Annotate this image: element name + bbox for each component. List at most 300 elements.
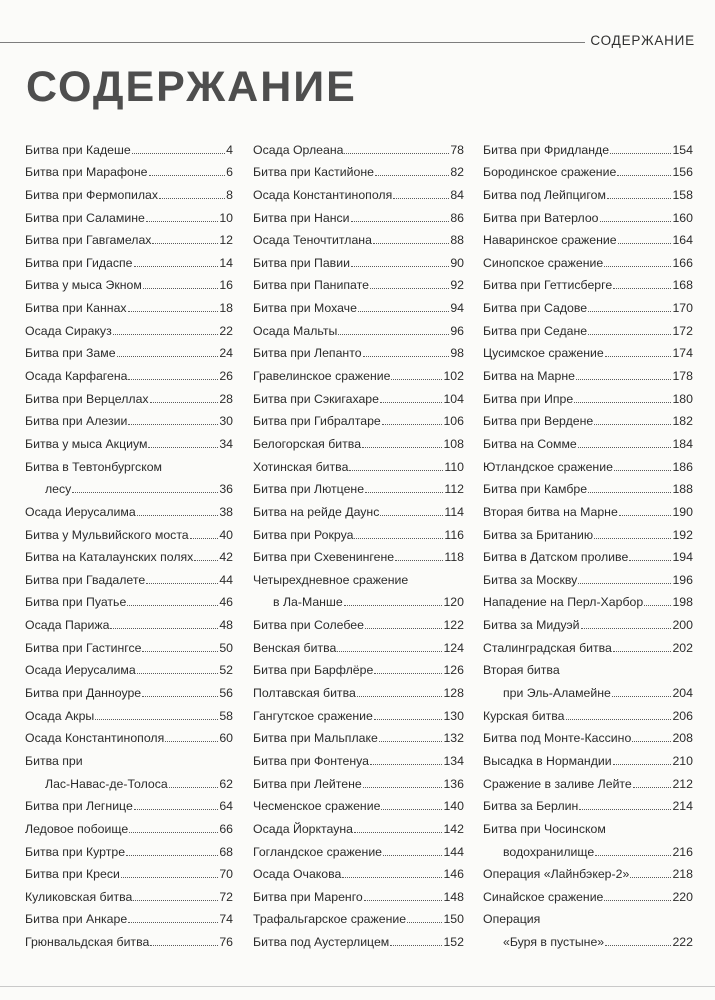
toc-entry-page: 126: [443, 663, 464, 678]
toc-entry-page: 166: [672, 255, 693, 270]
toc-entry-page: 98: [450, 346, 464, 361]
toc-entry: [253, 179, 464, 202]
dot-leader: [128, 379, 218, 380]
dot-leader: [142, 651, 218, 652]
toc-entry: [25, 157, 233, 180]
toc-entry: [483, 292, 693, 315]
dot-leader: [605, 945, 671, 946]
dot-leader: [604, 266, 671, 267]
dot-leader: [600, 221, 672, 222]
toc-entry: [25, 202, 233, 225]
toc-entry-title: Битва при Солебее: [253, 618, 364, 633]
toc-entry: [483, 315, 693, 338]
toc-entry-page: 106: [443, 414, 464, 429]
toc-entry: [253, 134, 464, 157]
toc-entry-title: Битва при Лепанто: [253, 346, 362, 361]
toc-entry: [253, 202, 464, 225]
toc-entry: [483, 428, 693, 451]
dot-leader: [644, 605, 671, 606]
toc-entry: [253, 292, 464, 315]
toc-entry-page: 72: [219, 889, 233, 904]
toc-entry-title: Битва при Ватерлоо: [483, 210, 599, 225]
toc-entry-title: Битва при Мальплаке: [253, 731, 378, 746]
toc-entry: [25, 700, 233, 723]
toc-entry: [25, 926, 233, 949]
toc-entry: [483, 451, 693, 474]
toc-entry-page: 136: [443, 776, 464, 791]
toc-entry-page: 168: [672, 278, 693, 293]
dot-leader: [137, 673, 219, 674]
toc-entry-title: Битва у Мульвийского моста: [25, 527, 189, 542]
toc-entry-page: 120: [443, 595, 464, 610]
header-rule: [0, 42, 585, 43]
toc-entry: [25, 383, 233, 406]
toc-entry: [483, 474, 693, 497]
toc-entry: [25, 904, 233, 927]
toc-entry-title: Битва при Саламине: [25, 210, 145, 225]
toc-entry-title: Вторая битва: [483, 663, 560, 678]
toc-entry-title: Осада Орлеана: [253, 142, 344, 157]
toc-entry-title: Битва при Марафоне: [25, 165, 148, 180]
toc-entry-title: Битва при Фридланде: [483, 142, 610, 157]
dot-leader: [618, 243, 672, 244]
toc-entry-title: Битва при Нанси: [253, 210, 350, 225]
toc-entry-page: 56: [219, 686, 233, 701]
toc-entry-title: Грюнвальдская битва: [25, 935, 150, 950]
toc-entry-title: Ютландское сражение: [483, 459, 613, 474]
toc-entry: [483, 202, 693, 225]
toc-entry-page: 108: [443, 436, 464, 451]
toc-entry: [253, 542, 464, 565]
toc-entry-title: Битва при Лейтене: [253, 776, 362, 791]
toc-entry: [253, 791, 464, 814]
toc-entry-title: Синопское сражение: [483, 255, 604, 270]
toc-entry-title: Битва при Анкаре: [25, 912, 128, 927]
toc-entry-page: 202: [672, 640, 693, 655]
toc-entry: [483, 134, 693, 157]
dot-leader: [128, 311, 219, 312]
dot-leader: [594, 538, 671, 539]
toc-entry: [25, 542, 233, 565]
toc-entry: [253, 904, 464, 927]
toc-entry: [253, 655, 464, 678]
toc-entry-title: Вторая битва на Марне: [483, 504, 618, 519]
toc-entry-page: 212: [672, 776, 693, 791]
toc-entry-title: водохранилище: [503, 844, 595, 859]
toc-entry-page: 130: [443, 708, 464, 723]
dot-leader: [382, 424, 443, 425]
toc-entry-page: 134: [443, 753, 464, 768]
dot-leader: [363, 356, 450, 357]
toc-entry-page: 178: [672, 369, 693, 384]
toc-entry: [253, 745, 464, 768]
dot-leader: [594, 424, 671, 425]
toc-entry: [253, 383, 464, 406]
toc-entry-page: 86: [450, 210, 464, 225]
toc-entry-page: 196: [672, 572, 693, 587]
toc-entry-page: 18: [219, 301, 233, 316]
toc-entry-page: 90: [450, 255, 464, 270]
dot-leader: [595, 855, 671, 856]
toc-column-3: [483, 134, 693, 949]
toc-entry-page: 44: [219, 572, 233, 587]
dot-leader: [95, 719, 218, 720]
toc-entry-page: 144: [443, 844, 464, 859]
dot-leader: [566, 719, 672, 720]
toc-entry-page: 64: [219, 799, 233, 814]
toc-entry-page: 210: [672, 753, 693, 768]
toc-entry-page: 142: [443, 821, 464, 836]
toc-entry-title: Битва при Гвадалете: [25, 572, 146, 587]
toc-entry-title: Битва при Вердене: [483, 414, 594, 429]
dot-leader: [614, 470, 672, 471]
toc-entry-title: Битва при Чосинском: [483, 821, 606, 836]
dot-leader: [374, 673, 442, 674]
dot-leader: [374, 719, 443, 720]
toc-entry-page: 102: [443, 369, 464, 384]
toc-entry-page: 188: [672, 482, 693, 497]
toc-entry: [25, 677, 233, 700]
dot-leader: [579, 809, 671, 810]
toc-entry: [25, 225, 233, 248]
toc-entry-page: 92: [450, 278, 464, 293]
toc-entry-title: Осада Иерусалима: [25, 504, 136, 519]
toc-entry-title: Битва при Гастингсе: [25, 640, 142, 655]
dot-leader: [129, 832, 218, 833]
dot-leader: [588, 311, 671, 312]
toc-entry-title: «Буря в пустыне»: [503, 935, 605, 950]
dot-leader: [354, 538, 443, 539]
toc-entry-title: Лас-Навас-де-Толоса: [45, 776, 168, 791]
toc-entry-page: 182: [672, 414, 693, 429]
toc-entry-title: Битва под Лейпцигом: [483, 187, 606, 202]
dot-leader: [169, 787, 219, 788]
toc-entry: [25, 179, 233, 202]
dot-leader: [149, 175, 226, 176]
toc-entry-page: 222: [672, 935, 693, 950]
toc-entry-title: Битва при Ипре: [483, 391, 574, 406]
dot-leader: [354, 832, 442, 833]
toc-entry-title: Осада Карфагена: [25, 369, 128, 384]
toc-entry-page: 152: [443, 935, 464, 950]
toc-entry: [25, 134, 233, 157]
toc-entry-page: 78: [450, 142, 464, 157]
dot-leader: [578, 447, 672, 448]
toc-entry-page: 218: [672, 867, 693, 882]
dot-leader: [610, 153, 671, 154]
toc-entry-title: Битва при Мохаче: [253, 301, 357, 316]
toc-entry: [25, 564, 233, 587]
toc-entry: [483, 881, 693, 904]
toc-entry-title: Битва при Седане: [483, 323, 588, 338]
toc-entry-page: 74: [219, 912, 233, 927]
toc-entry: [483, 247, 693, 270]
toc-entry-title: Битва при Схевенингене: [253, 550, 395, 565]
dot-leader: [342, 877, 442, 878]
toc-entry: [25, 519, 233, 542]
toc-entry: [483, 179, 693, 202]
toc-entry: [25, 292, 233, 315]
dot-leader: [407, 922, 442, 923]
dot-leader: [381, 809, 442, 810]
toc-entry-title: Битва у мыса Экном: [25, 278, 142, 293]
dot-leader: [395, 560, 443, 561]
toc-entry-title: Битва в Датском проливе: [483, 550, 629, 565]
toc-entry: [483, 904, 693, 927]
toc-entry-title: Осада Сиракуз: [25, 323, 112, 338]
toc-entry-page: 192: [672, 527, 693, 542]
toc-entry-page: 26: [219, 369, 233, 384]
toc-entry-title: Венская битва: [253, 640, 337, 655]
toc-entry: [253, 270, 464, 293]
toc-entry: [25, 451, 233, 474]
toc-entry: [25, 315, 233, 338]
toc-entry: [483, 338, 693, 361]
toc-entry-title: Битва при Гидаспе: [25, 255, 133, 270]
dot-leader: [373, 243, 449, 244]
toc-entry: [253, 881, 464, 904]
toc-entry-title: Осада Теночтитлана: [253, 233, 372, 248]
toc-entry-title: Битва при Сэкигахаре: [253, 391, 379, 406]
toc-entry-title: Бородинское сражение: [483, 165, 617, 180]
toc-entry: [253, 723, 464, 746]
dot-leader: [393, 198, 449, 199]
toc-entry: [483, 225, 693, 248]
toc-entry-page: 116: [444, 527, 464, 542]
dot-leader: [380, 402, 442, 403]
toc-entry: [253, 247, 464, 270]
toc-entry-title: Сталинградская битва: [483, 640, 612, 655]
toc-entry-title: Битва при Алезии: [25, 414, 128, 429]
dot-leader: [365, 628, 443, 629]
toc-entry: [483, 609, 693, 632]
toc-entry-title: Битва у мыса Акциум: [25, 436, 148, 451]
dot-leader: [146, 221, 218, 222]
dot-leader: [363, 787, 443, 788]
toc-entry-title: лесу: [45, 482, 72, 497]
toc-entry: [253, 519, 464, 542]
toc-entry-title: Гангутское сражение: [253, 708, 373, 723]
toc-entry: [483, 360, 693, 383]
toc-entry: [483, 768, 693, 791]
toc-entry: [253, 360, 464, 383]
dot-leader: [380, 515, 443, 516]
toc-entry-title: Битва за Берлин: [483, 799, 579, 814]
dot-leader: [148, 447, 218, 448]
dot-leader: [578, 583, 671, 584]
toc-entry: [483, 270, 693, 293]
toc-entry-page: 208: [672, 731, 693, 746]
dot-leader: [121, 877, 218, 878]
dot-leader: [364, 900, 443, 901]
dot-leader: [126, 855, 218, 856]
toc-entry-title: Сражение в заливе Лейте: [483, 776, 632, 791]
toc-entry: [253, 225, 464, 248]
toc-entry-page: 128: [443, 686, 464, 701]
toc-entry-title: Осада Очакова: [253, 867, 342, 882]
toc-entry-title: Битва под Монте-Кассино: [483, 731, 632, 746]
toc-entry: [253, 836, 464, 859]
toc-entry: [25, 360, 233, 383]
toc-entry-title: Нападение на Перл-Харбор: [483, 595, 644, 610]
toc-entry: [25, 859, 233, 882]
toc-entry-page: 114: [444, 504, 464, 519]
dot-leader: [127, 605, 218, 606]
toc-entry: [253, 632, 464, 655]
toc-entry-title: Гогландское сражение: [253, 844, 383, 859]
toc-entry: [25, 745, 233, 768]
dot-leader: [117, 356, 219, 357]
toc-entry: [253, 315, 464, 338]
toc-entry-title: Битва при: [25, 753, 83, 768]
dot-leader: [358, 311, 449, 312]
toc-entry-page: 184: [672, 436, 693, 451]
toc-entry-page: 28: [219, 391, 233, 406]
toc-entry-page: 198: [672, 595, 693, 610]
toc-entry-title: Синайское сражение: [483, 889, 604, 904]
toc-entry: [25, 428, 233, 451]
toc-entry-title: Битва при Фонтенуа: [253, 753, 369, 768]
dot-leader: [344, 153, 449, 154]
dot-leader: [576, 379, 672, 380]
toc-entry: [483, 632, 693, 655]
toc-entry: [25, 655, 233, 678]
toc-entry: [253, 157, 464, 180]
toc-entry-page: 38: [219, 504, 233, 519]
toc-entry-page: 164: [672, 233, 693, 248]
toc-entry: [25, 270, 233, 293]
toc-entry-page: 76: [219, 935, 233, 950]
toc-entry-title: Гравелинское сражение: [253, 369, 391, 384]
toc-entry-page: 50: [219, 640, 233, 655]
toc-entry-page: 220: [672, 889, 693, 904]
running-header: СОДЕРЖАНИЕ: [590, 33, 695, 48]
dot-leader: [613, 764, 672, 765]
toc-entry: [483, 519, 693, 542]
dot-leader: [344, 605, 443, 606]
toc-entry: [253, 406, 464, 429]
dot-leader: [159, 198, 225, 199]
dot-leader: [337, 651, 442, 652]
dot-leader: [605, 356, 672, 357]
page-title: СОДЕРЖАНИЕ: [26, 63, 357, 111]
dot-leader: [152, 243, 218, 244]
toc-entry-title: Битва при Гибралтаре: [253, 414, 381, 429]
toc-entry-title: Осада Парижа: [25, 618, 110, 633]
dot-leader: [613, 288, 671, 289]
toc-entry-page: 194: [672, 550, 693, 565]
dot-leader: [190, 538, 219, 539]
toc-entry: [25, 406, 233, 429]
toc-entry-page: 22: [219, 323, 233, 338]
dot-leader: [370, 288, 449, 289]
toc-entry-title: Битва за Москву: [483, 572, 578, 587]
toc-entry-title: Осада Мальты: [253, 323, 338, 338]
toc-entry-page: 10: [219, 210, 233, 225]
toc-entry-page: 180: [672, 391, 693, 406]
toc-column-1: [25, 134, 233, 949]
toc-entry-title: Осада Йорктауна: [253, 821, 353, 836]
toc-entry: [253, 428, 464, 451]
toc-entry-page: 148: [443, 889, 464, 904]
toc-entry-page: 46: [219, 595, 233, 610]
dot-leader: [134, 266, 219, 267]
toc-entry-page: 12: [219, 233, 233, 248]
toc-entry-title: Наваринское сражение: [483, 233, 617, 248]
toc-entry: [253, 926, 464, 949]
toc-entry: [25, 496, 233, 519]
dot-leader: [110, 628, 218, 629]
toc-entry: [253, 587, 464, 610]
bottom-rule: [0, 986, 715, 987]
toc-entry: [483, 723, 693, 746]
toc-entry: [25, 813, 233, 836]
toc-entry-page: 62: [219, 776, 233, 791]
toc-entry-title: Битва при Камбре: [483, 482, 588, 497]
toc-entry-title: Хотинская битва: [253, 459, 349, 474]
toc-entry-page: 158: [672, 187, 693, 202]
dot-leader: [574, 402, 671, 403]
dot-leader: [128, 922, 218, 923]
toc-entry-page: 96: [450, 323, 464, 338]
toc-entry-page: 200: [672, 618, 693, 633]
toc-entry: [483, 745, 693, 768]
toc-entry-page: 150: [443, 912, 464, 927]
toc-entry: [483, 406, 693, 429]
toc-entry-page: 84: [450, 187, 464, 202]
dot-leader: [143, 288, 219, 289]
toc-entry: [253, 496, 464, 519]
dot-leader: [349, 470, 443, 471]
toc-entry: [253, 474, 464, 497]
toc-entry-page: 6: [226, 165, 233, 180]
toc-entry-page: 216: [672, 844, 693, 859]
toc-entry-title: Битва на рейде Даунс: [253, 504, 380, 519]
toc-entry: [253, 677, 464, 700]
toc-entry-page: 104: [443, 391, 464, 406]
toc-entry-title: Трафальгарское сражение: [253, 912, 407, 927]
toc-entry: [25, 247, 233, 270]
dot-leader: [338, 334, 449, 335]
dot-leader: [146, 583, 218, 584]
dot-leader: [365, 492, 443, 493]
toc-entry-page: 16: [219, 278, 233, 293]
dot-leader: [629, 560, 671, 561]
toc-entry-page: 70: [219, 867, 233, 882]
toc-entry-title: Битва при Фермопилах: [25, 187, 159, 202]
toc-entry-page: 110: [444, 459, 464, 474]
toc-entry-page: 94: [450, 301, 464, 316]
toc-entry-page: 154: [672, 142, 693, 157]
dot-leader: [351, 266, 449, 267]
toc-entry-page: 172: [672, 323, 693, 338]
toc-entry-title: в Ла-Манше: [273, 595, 343, 610]
dot-leader: [588, 334, 671, 335]
toc-entry-page: 24: [219, 346, 233, 361]
dot-leader: [613, 651, 672, 652]
toc-entry-title: Битва при Заме: [25, 346, 116, 361]
toc-entry-title: Битва при Данноуре: [25, 686, 142, 701]
toc-entry-title: Битва при Барфлёре: [253, 663, 374, 678]
toc-entry-title: Битва при Садове: [483, 301, 588, 316]
toc-entry: [483, 836, 693, 859]
toc-entry: [25, 587, 233, 610]
toc-entry: [253, 609, 464, 632]
toc-entry-title: Высадка в Нормандии: [483, 753, 612, 768]
toc-entry-title: Битва при Гавгамелах: [25, 233, 152, 248]
dot-leader: [150, 402, 219, 403]
dot-leader: [633, 787, 672, 788]
